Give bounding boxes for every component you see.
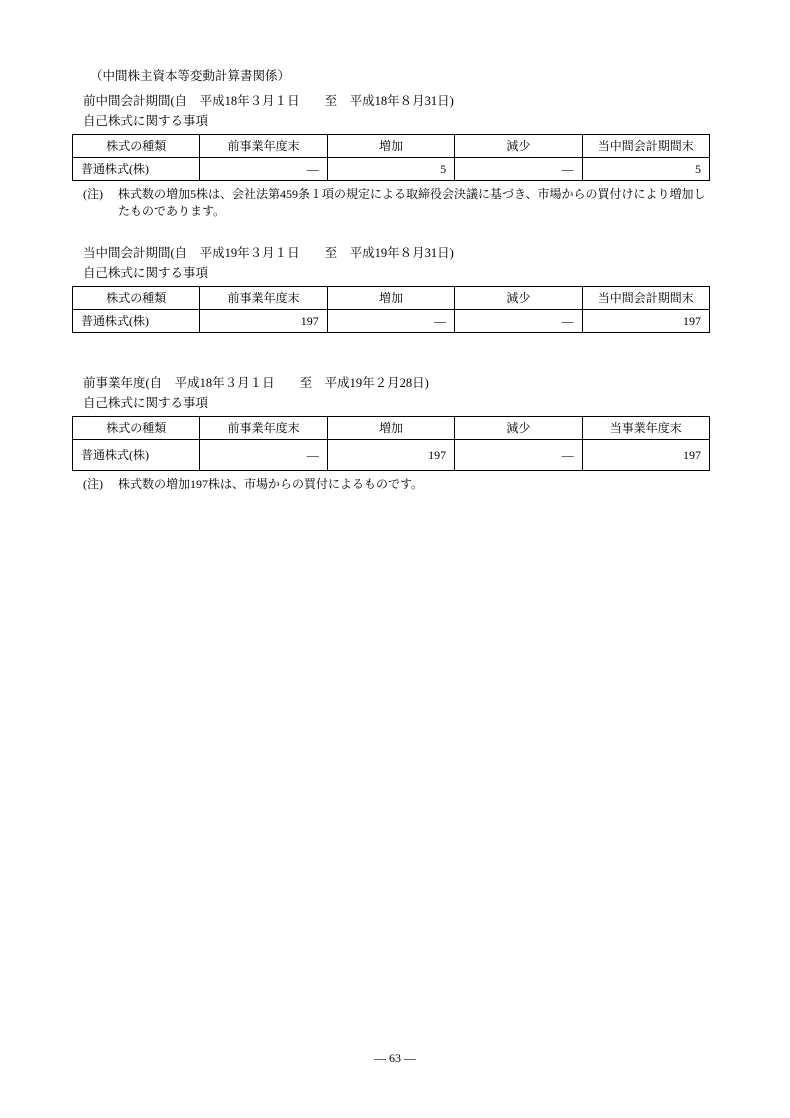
period-heading: 前中間会計期間(自 平成18年３月１日 至 平成18年８月31日): [83, 94, 454, 108]
stock-type-cell: 普通株式(株): [73, 310, 200, 333]
increase-cell: 197: [327, 440, 454, 471]
header-decrease: 減少: [455, 287, 582, 310]
page-content: [72, 68, 710, 493]
table-row: [73, 158, 710, 181]
stock-type-cell: 普通株式(株): [73, 440, 200, 471]
header-decrease: 減少: [455, 417, 582, 440]
section-prior-fiscal-year: [72, 375, 710, 493]
header-increase: 増加: [327, 287, 454, 310]
header-current-year-end: 当事業年度末: [582, 417, 709, 440]
decrease-cell: ―: [455, 310, 582, 333]
table-header-row: [73, 417, 710, 440]
increase-cell: ―: [327, 310, 454, 333]
note: [83, 186, 710, 220]
header-current-period-end: 当中間会計期間末: [582, 287, 709, 310]
period-heading: 前事業年度(自 平成18年３月１日 至 平成19年２月28日): [83, 376, 429, 390]
treasury-stock-table-3: [72, 416, 710, 471]
header-decrease: 減少: [455, 135, 582, 158]
current-period-end-cell: 5: [582, 158, 709, 181]
header-prev-year-end: 前事業年度末: [200, 135, 327, 158]
note-text: 株式数の増加5株は、会社法第459条１項の規定による取締役会決議に基づき、市場からの買付けにより増加したものであります。: [118, 187, 706, 218]
header-stock-type: 株式の種類: [73, 417, 200, 440]
document-section-title: （中間株主資本等変動計算書関係）: [90, 69, 291, 83]
header-stock-type: 株式の種類: [73, 287, 200, 310]
period-heading: 当中間会計期間(自 平成19年３月１日 至 平成19年８月31日): [83, 246, 454, 260]
current-period-end-cell: 197: [582, 310, 709, 333]
header-increase: 増加: [327, 135, 454, 158]
stock-type-cell: 普通株式(株): [73, 158, 200, 181]
treasury-stock-table-2: [72, 286, 710, 333]
table-header-row: [73, 287, 710, 310]
note-label: (注): [83, 187, 103, 201]
header-current-period-end: 当中間会計期間末: [582, 135, 709, 158]
prev-year-end-cell: ―: [200, 440, 327, 471]
note: [83, 476, 710, 493]
increase-cell: 5: [327, 158, 454, 181]
section-prior-interim-period: [72, 93, 710, 220]
section-current-interim-period: [72, 245, 710, 333]
treasury-stock-subtitle: 自己株式に関する事項: [83, 114, 209, 128]
note-text: 株式数の増加197株は、市場からの買付によるものです。: [118, 477, 424, 491]
table-row: [73, 310, 710, 333]
header-increase: 増加: [327, 417, 454, 440]
treasury-stock-table-1: [72, 134, 710, 181]
prev-year-end-cell: ―: [200, 158, 327, 181]
header-prev-year-end: 前事業年度末: [200, 287, 327, 310]
decrease-cell: ―: [455, 158, 582, 181]
current-year-end-cell: 197: [582, 440, 709, 471]
note-label: (注): [83, 477, 103, 491]
page-number-footer: ― 63 ―: [374, 1051, 416, 1065]
treasury-stock-subtitle: 自己株式に関する事項: [83, 266, 209, 280]
header-prev-year-end: 前事業年度末: [200, 417, 327, 440]
treasury-stock-subtitle: 自己株式に関する事項: [83, 396, 209, 410]
prev-year-end-cell: 197: [200, 310, 327, 333]
header-stock-type: 株式の種類: [73, 135, 200, 158]
table-header-row: [73, 135, 710, 158]
table-row: [73, 440, 710, 471]
decrease-cell: ―: [455, 440, 582, 471]
